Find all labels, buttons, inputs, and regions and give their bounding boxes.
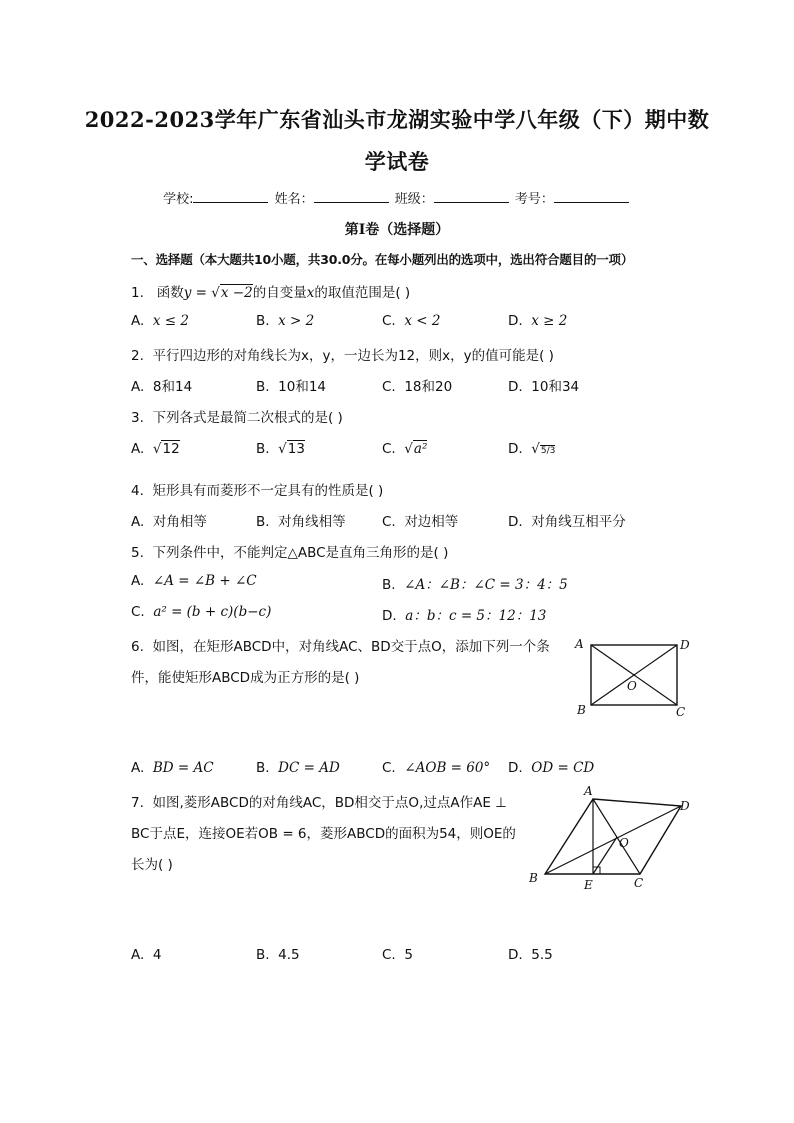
exam-title-line2: 学试卷 [364,149,430,174]
option-d[interactable]: D. 5.5 [508,947,553,963]
option-a[interactable]: A. 4 [131,947,162,963]
option-c[interactable]: C. 18和20 [382,379,453,395]
label-a: A [584,785,593,798]
option-b[interactable]: B. x > 2 [256,313,315,329]
question-text: 的取值范围是( ) [314,285,411,301]
option-b[interactable]: B. ∠A：∠B：∠C = 3：4：5 [382,577,568,593]
name-blank [314,190,389,203]
option-c[interactable]: C. √a² [382,441,428,457]
question-number: 1. [131,285,144,301]
student-info-line [0,188,794,207]
school-blank [193,190,268,203]
option-d[interactable]: D. √5/3 [508,441,556,457]
option-c[interactable]: C. 对边相等 [382,514,459,530]
rectangle-figure [570,630,700,725]
label-a: A [575,637,584,651]
math-var: x [306,285,315,301]
label-d: D [680,638,690,652]
option-d[interactable]: D. 10和34 [508,379,580,395]
question-6-line2: 件，能使矩形ABCD成为正方形的是( ) [131,670,360,686]
option-b[interactable]: B. 对角线相等 [256,514,346,530]
section-title: 一、选择题（本大题共10小题，共30.0分。在每小题列出的选项中，选出符合题目的一项） [131,252,634,267]
class-label: 班级： [394,192,434,207]
option-d[interactable]: D. x ≥ 2 [508,313,568,329]
option-d[interactable]: D. 对角线互相平分 [508,514,626,530]
label-c: C [676,705,686,719]
question-text: 函数 [156,285,184,301]
exam-no-blank [554,190,629,203]
option-c[interactable]: C. a² = (b + c)(b−c) [131,604,272,620]
label-o: O [627,679,637,693]
option-c[interactable]: C. 5 [382,947,413,963]
option-a[interactable]: A. x ≤ 2 [131,313,189,329]
option-a[interactable]: A. BD = AC [131,760,214,776]
label-d: D [680,799,690,813]
question-7-line3: 长为( ) [131,857,173,873]
question-6: 6. 如图，在矩形ABCD中，对角线AC、BD交于点O，添加下列一个条 [131,639,550,655]
question-1 [131,281,410,301]
school-label: 学校: [163,192,194,207]
rhombus-figure [520,785,700,895]
question-7: 7. 如图,菱形ABCD的对角线AC，BD相交于点O,过点A作AE ⊥ [131,795,507,811]
math-expr: y = [183,285,212,301]
radicand: x −2 [220,285,253,301]
label-e: E [584,878,593,892]
exam-no-label: 考号： [514,192,554,207]
option-b[interactable]: B. √13 [256,441,305,457]
option-a[interactable]: A. √12 [131,441,180,457]
question-2: 2. 平行四边形的对角线长为x，y，一边长为12，则x，y的值可能是( ) [131,348,554,364]
question-7-line2: BC于点E，连接OE若OB = 6，菱形ABCD的面积为54，则OE的 [131,826,516,842]
option-d[interactable]: D. OD = CD [508,760,595,776]
label-b: B [577,703,586,717]
option-c[interactable]: C. ∠AOB = 60° [382,760,491,776]
question-text: 的自变量 [252,285,307,301]
option-a[interactable]: A. 对角相等 [131,514,207,530]
option-c[interactable]: C. x < 2 [382,313,441,329]
label-b: B [529,871,538,885]
exam-title-line1: 2022-2023学年广东省汕头市龙湖实验中学八年级（下）期中数 [84,107,710,132]
option-b[interactable]: B. 4.5 [256,947,300,963]
question-5: 5. 下列条件中，不能判定△ABC是直角三角形的是( ) [131,545,449,561]
label-c: C [634,876,644,890]
option-b[interactable]: B. 10和14 [256,379,327,395]
option-d[interactable]: D. a：b：c = 5：12：13 [382,608,547,624]
option-b[interactable]: B. DC = AD [256,760,340,776]
part-title: 第I卷（选择题） [344,222,450,238]
option-a[interactable]: A. 8和14 [131,379,193,395]
class-blank [434,190,509,203]
question-3: 3. 下列各式是最简二次根式的是( ) [131,410,343,426]
label-o: O [619,836,629,850]
name-label: 姓名： [274,192,314,207]
option-a[interactable]: A. ∠A = ∠B + ∠C [131,573,257,589]
sqrt-sign: √ [211,285,220,301]
question-4: 4. 矩形具有而菱形不一定具有的性质是( ) [131,483,384,499]
